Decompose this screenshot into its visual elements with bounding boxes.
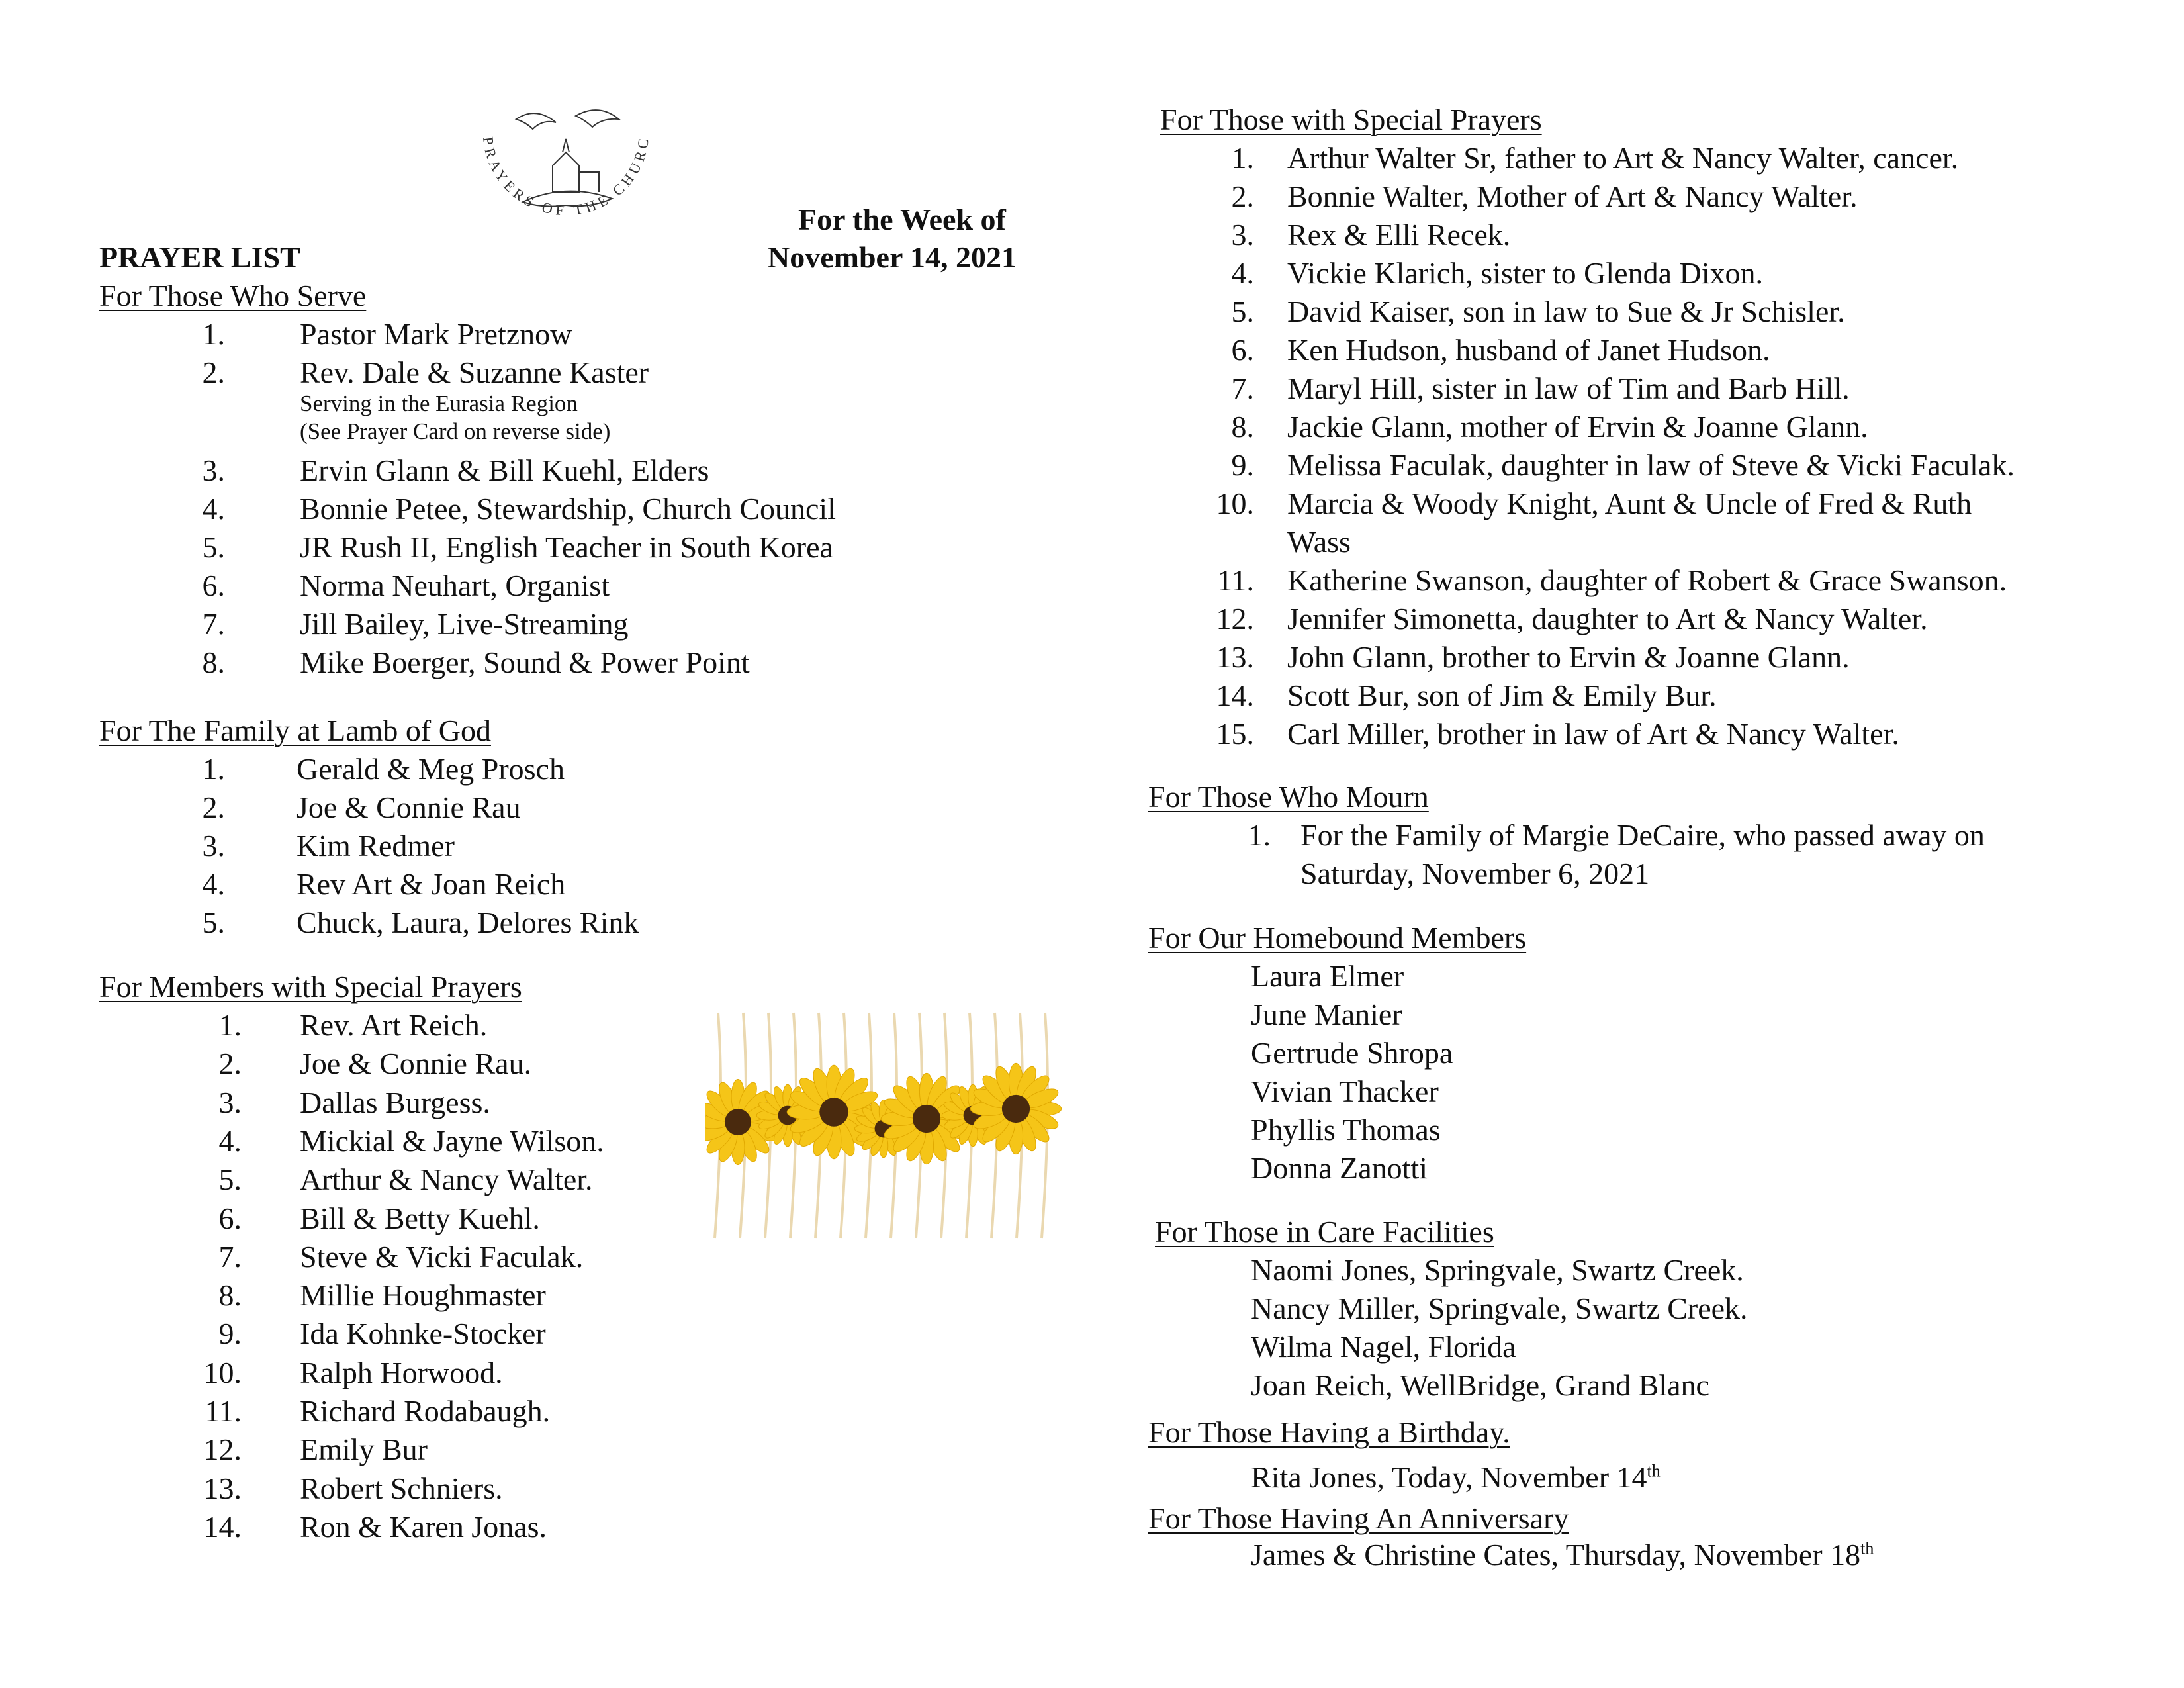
list-item-text: Carl Miller, brother in law of Art & Nancy Walter.	[1287, 717, 1899, 751]
list-item-text: Ida Kohnke-Stocker	[300, 1317, 546, 1351]
list-number: 3.	[218, 1085, 242, 1119]
anniversary-heading: For Those Having An Anniversary	[1148, 1501, 1569, 1535]
list-item-text: Chuck, Laura, Delores Rink	[296, 906, 639, 939]
list-number: 5.	[218, 1162, 242, 1197]
prayers-of-the-church-logo	[457, 93, 675, 252]
list-number: 4.	[1231, 256, 1254, 290]
list-item: Gertrude Shropa	[1251, 1036, 1453, 1070]
list-number: 12.	[1216, 602, 1254, 635]
list-number: 11.	[1217, 563, 1254, 597]
list-item-text: Ervin Glann & Bill Kuehl, Elders	[300, 453, 709, 487]
serve-heading: For Those Who Serve	[99, 279, 367, 312]
list-item-text: Norma Neuhart, Organist	[300, 569, 610, 602]
list-item-text: Arthur & Nancy Walter.	[300, 1162, 593, 1197]
list-item-text: Scott Bur, son of Jim & Emily Bur.	[1287, 679, 1717, 712]
list-item-text: Jill Bailey, Live-Streaming	[300, 607, 629, 641]
list-number: 5.	[202, 530, 225, 564]
list-number: 3.	[202, 829, 225, 863]
list-item-text: Ken Hudson, husband of Janet Hudson.	[1287, 333, 1770, 367]
list-item-text: Rex & Elli Recek.	[1287, 218, 1511, 252]
week-label: For the Week of	[798, 203, 1006, 236]
list-item-text: JR Rush II, English Teacher in South Korea	[300, 530, 833, 564]
list-item-text: Steve & Vicki Faculak.	[300, 1239, 584, 1274]
list-number: 11.	[205, 1394, 242, 1428]
list-item-text-continued: Wass	[1287, 525, 1351, 559]
list-item-text: Jackie Glann, mother of Ervin & Joanne Glann.	[1287, 410, 1868, 444]
list-number: 8.	[218, 1278, 242, 1313]
list-item-text: Pastor Mark Pretznow	[300, 317, 572, 351]
list-number: 6.	[1231, 333, 1254, 367]
list-item: Laura Elmer	[1251, 959, 1404, 993]
family-heading: For The Family at Lamb of God	[99, 714, 491, 747]
list-item-text: Arthur Walter Sr, father to Art & Nancy Walter, cancer.	[1287, 141, 1959, 175]
list-item-text: Ron & Karen Jonas.	[300, 1509, 547, 1544]
svg-text:PRAYERS OF THE CHURCH: PRAYERS OF THE CHURC	[479, 134, 653, 219]
page-title: PRAYER LIST	[99, 240, 300, 274]
list-number: 7.	[202, 607, 225, 641]
care-heading: For Those in Care Facilities	[1155, 1215, 1494, 1248]
special-heading: For Those with Special Prayers	[1160, 103, 1542, 136]
list-item-text: Katherine Swanson, daughter of Robert & Grace Swanson.	[1287, 563, 2007, 597]
list-item-text-continued: Saturday, November 6, 2021	[1300, 857, 1650, 890]
list-number: 9.	[218, 1317, 242, 1351]
list-item-text: For the Family of Margie DeCaire, who passed away on	[1300, 818, 1985, 852]
birthday-heading: For Those Having a Birthday.	[1148, 1415, 1510, 1449]
list-number: 1.	[202, 752, 225, 786]
list-item-text: Emily Bur	[300, 1432, 428, 1467]
list-number: 2.	[202, 790, 225, 824]
list-item-text: Vickie Klarich, sister to Glenda Dixon.	[1287, 256, 1763, 290]
list-number: 1.	[1231, 141, 1254, 175]
members-heading: For Members with Special Prayers	[99, 970, 522, 1004]
list-number: 1.	[202, 317, 225, 351]
list-item-text: Joe & Connie Rau	[296, 790, 521, 824]
list-number: 6.	[202, 569, 225, 602]
list-item-text: Kim Redmer	[296, 829, 455, 863]
list-item-subtext: (See Prayer Card on reverse side)	[300, 418, 611, 444]
list-number: 13.	[203, 1471, 242, 1505]
list-number: 8.	[1231, 410, 1254, 444]
list-item-text: Ralph Horwood.	[300, 1355, 503, 1389]
list-item-text: Dallas Burgess.	[300, 1085, 490, 1119]
list-number: 12.	[203, 1432, 242, 1467]
list-number: 10.	[203, 1355, 242, 1389]
list-item: Donna Zanotti	[1251, 1151, 1428, 1185]
list-number: 14.	[1216, 679, 1254, 712]
list-number: 15.	[1216, 717, 1254, 751]
list-item-text: Melissa Faculak, daughter in law of Steve & Vicki Faculak.	[1287, 448, 2015, 482]
list-number: 7.	[1231, 371, 1254, 405]
list-number: 8.	[202, 645, 225, 679]
list-item-text: Bonnie Petee, Stewardship, Church Council	[300, 492, 836, 526]
list-item-text: Richard Rodabaugh.	[300, 1394, 551, 1428]
list-number: 2.	[202, 355, 225, 389]
list-number: 5.	[1231, 295, 1254, 328]
list-number: 1.	[1248, 818, 1271, 852]
list-item: Naomi Jones, Springvale, Swartz Creek.	[1251, 1253, 1744, 1287]
list-item-text: Marcia & Woody Knight, Aunt & Uncle of Fred & Ruth	[1287, 487, 1972, 520]
list-item: Nancy Miller, Springvale, Swartz Creek.	[1251, 1291, 1748, 1325]
list-item-text: Gerald & Meg Prosch	[296, 752, 565, 786]
list-item-subtext: Serving in the Eurasia Region	[300, 391, 578, 416]
list-item: Vivian Thacker	[1251, 1074, 1439, 1108]
list-item-text: Rev. Dale & Suzanne Kaster	[300, 355, 649, 389]
birthday-entry: Rita Jones, Today, November 14th	[1251, 1460, 1661, 1494]
list-item-text: Millie Houghmaster	[300, 1278, 546, 1313]
mourn-heading: For Those Who Mourn	[1148, 780, 1429, 814]
list-number: 2.	[1231, 179, 1254, 213]
list-number: 9.	[1231, 448, 1254, 482]
list-number: 10.	[1216, 487, 1254, 520]
list-number: 14.	[203, 1509, 242, 1544]
anniversary-entry: James & Christine Cates, Thursday, November 18th	[1251, 1538, 1874, 1571]
list-number: 1.	[218, 1008, 242, 1042]
list-item-text: Rev Art & Joan Reich	[296, 867, 566, 901]
list-item-text: David Kaiser, son in law to Sue & Jr Schisler.	[1287, 295, 1845, 328]
list-item-text: Jennifer Simonetta, daughter to Art & Nancy Walter.	[1287, 602, 1928, 635]
list-item-text: John Glann, brother to Ervin & Joanne Glann.	[1287, 640, 1850, 674]
list-item: Joan Reich, WellBridge, Grand Blanc	[1251, 1368, 1709, 1402]
list-number: 3.	[1231, 218, 1254, 252]
list-item: Wilma Nagel, Florida	[1251, 1330, 1516, 1364]
sunflower-icon	[970, 1063, 1061, 1154]
list-number: 4.	[202, 492, 225, 526]
list-number: 2.	[218, 1047, 242, 1081]
list-item-text: Maryl Hill, sister in law of Tim and Barb Hill.	[1287, 371, 1850, 405]
list-number: 4.	[218, 1123, 242, 1158]
list-number: 3.	[202, 453, 225, 487]
list-number: 13.	[1216, 640, 1254, 674]
list-item: June Manier	[1251, 998, 1402, 1031]
list-item: Phyllis Thomas	[1251, 1113, 1441, 1147]
homebound-heading: For Our Homebound Members	[1148, 921, 1527, 955]
list-item-text: Rev. Art Reich.	[300, 1008, 488, 1042]
list-number: 7.	[218, 1239, 242, 1274]
list-item-text: Bill & Betty Kuehl.	[300, 1201, 540, 1235]
list-number: 5.	[202, 906, 225, 939]
list-item-text: Joe & Connie Rau.	[300, 1047, 532, 1081]
week-date: November 14, 2021	[768, 240, 1017, 274]
dove-church-icon	[457, 93, 675, 252]
list-item-text: Robert Schniers.	[300, 1471, 503, 1505]
list-item-text: Bonnie Walter, Mother of Art & Nancy Walter.	[1287, 179, 1858, 213]
list-number: 4.	[202, 867, 225, 901]
list-item-text: Mickial & Jayne Wilson.	[300, 1123, 604, 1158]
list-number: 6.	[218, 1201, 242, 1235]
sunflower-icon	[705, 973, 1062, 1264]
sunflower-border-image	[705, 973, 1062, 1264]
list-item-text: Mike Boerger, Sound & Power Point	[300, 645, 750, 679]
